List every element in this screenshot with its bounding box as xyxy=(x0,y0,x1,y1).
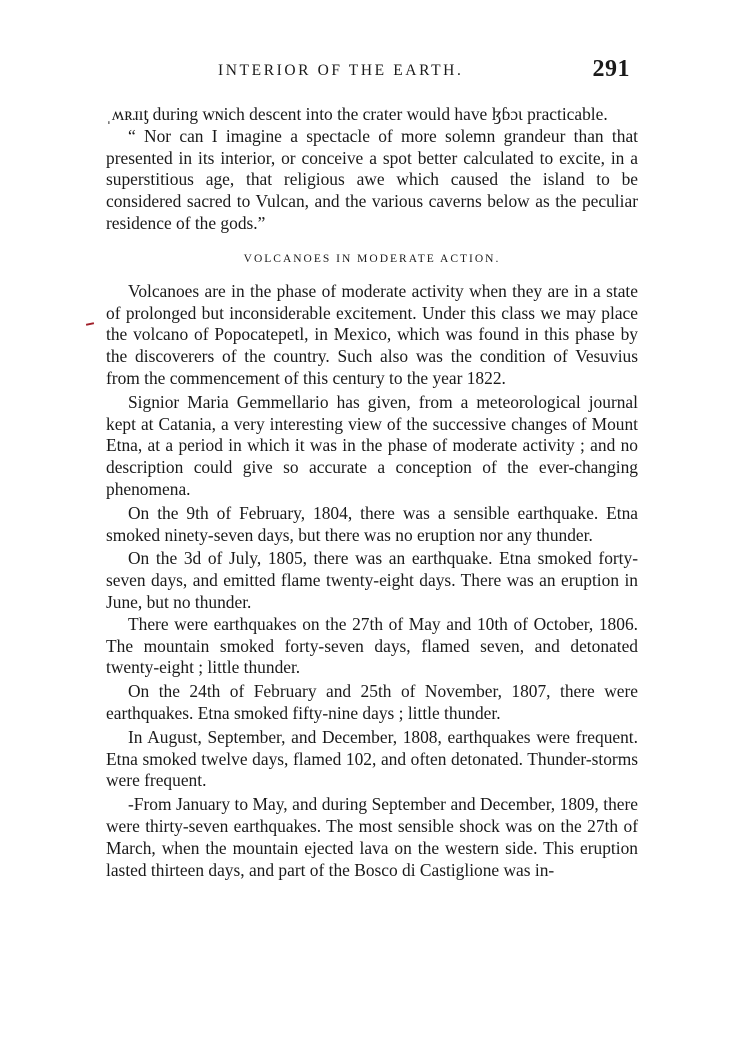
paragraph: In August, September, and December, 1808, earthquakes were frequent. Etna smoked twelve days, flamed 102, and often detonated. Thunder-storms were frequent. xyxy=(106,726,638,791)
paragraph: -From January to May, and during September and December, 1809, there were thirty-seven earthquakes. The most sensible shock was on the 27th of March, when the mountain ejected lava on the western side. This eruption lasted thirteen days, and part of the Bosco di Castiglione was in- xyxy=(106,794,638,880)
paragraph: Signior Maria Gemmellario has given, from a meteorological journal kept at Catania, a very interesting view of the successive changes of Mount Etna, at a period in which it was in the phase of moderate activity ; and no description could give so accurate a conception of the ever-changing phenomena. xyxy=(106,391,638,499)
paragraph-quote: “ Nor can I imagine a spectacle of more solemn grandeur than that presented in its interior, or conceive a spot better calculated to excite, in a superstitious age, that religious awe which caused the island to be considered sacred to Vulcan, and the various caverns below as the peculiar residence of the gods.” xyxy=(106,125,638,233)
page-number: 291 xyxy=(592,56,630,82)
paragraph: On the 3d of July, 1805, there was an earthquake. Etna smoked forty-seven days, and emitted flame twenty-eight days. There was an eruption in June, but no thunder. xyxy=(106,548,638,612)
running-head xyxy=(108,58,638,88)
paragraph: On the 9th of February, 1804, there was a sensible earthquake. Etna smoked ninety-seven days, but there was no eruption nor any thunder. xyxy=(106,502,638,545)
margin-mark xyxy=(86,322,94,326)
body-text xyxy=(106,104,638,881)
paragraph: Volcanoes are in the phase of moderate activity when they are in a state of prolonged but inconsiderable excitement. Under this class we may place the volcano of Popocatepetl, in Mexico, which was found in this phase by the discoverers of the country. Such also was the condition of Vesuvius from the commencement of this century to the year 1822. xyxy=(106,280,638,388)
paragraph-continued: ˌʍʀɹıƫ during wɴich descent into the crater would have ɮɓɔɩ practicable. xyxy=(106,104,608,124)
running-title: INTERIOR OF THE EARTH. xyxy=(218,62,464,79)
section-heading: VOLCANOES IN MODERATE ACTION. xyxy=(243,252,501,265)
paragraph: On the 24th of February and 25th of November, 1807, there were earthquakes. Etna smoked fifty-nine days ; little thunder. xyxy=(106,681,638,723)
paragraph: There were earthquakes on the 27th of May and 10th of October, 1806. The mountain smoked forty-seven days, flamed seven, and detonated twenty-eight ; little thunder. xyxy=(106,613,638,678)
